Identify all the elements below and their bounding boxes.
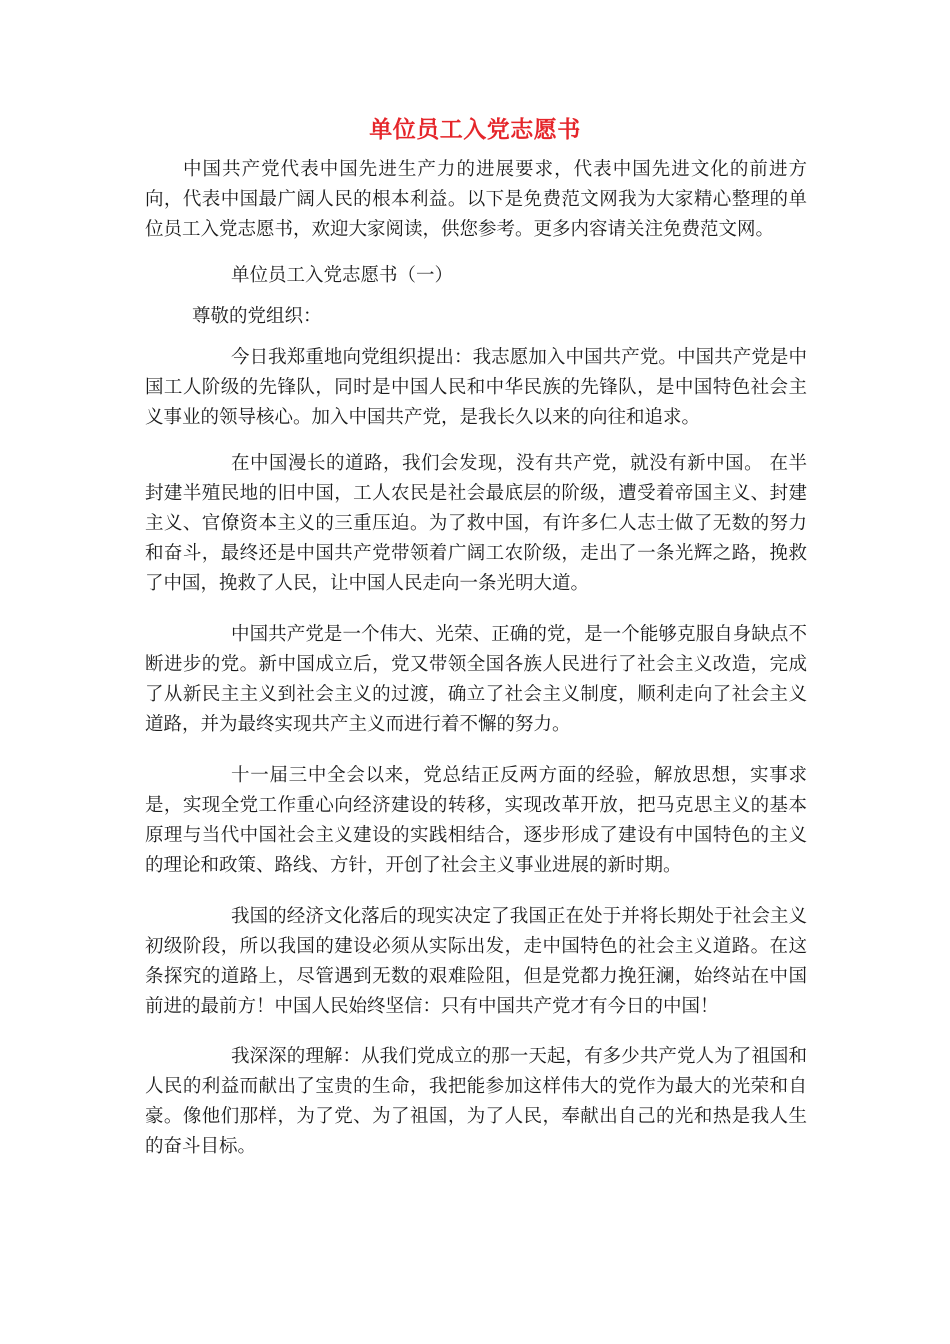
intro-paragraph: 中国共产党代表中国先进生产力的进展要求，代表中国先进文化的前进方向，代表中国最广阔人民的根本利益。以下是免费范文网我为大家精心整理的单位员工入党志愿书，欢迎大家阅读，供您参考。更多内容请关注免费范文网。 [145, 159, 807, 240]
section-heading: 单位员工入党志愿书（一） [231, 265, 454, 286]
document-title: 单位员工入党志愿书 [369, 117, 581, 143]
body-paragraph-3: 中国共产党是一个伟大、光荣、正确的党，是一个能够克服自身缺点不断进步的党。新中国成立后，党又带领全国各族人民进行了社会主义改造，完成了从新民主主义到社会主义的过渡，确立了社会主义制度，顺利走向了社会主义道路，并为最终实现共产主义而进行着不懈的努力。 [145, 624, 807, 735]
body-paragraph-4: 十一届三中全会以来，党总结正反两方面的经验，解放思想，实事求是，实现全党工作重心向经济建设的转移，实现改革开放，把马克思主义的基本原理与当代中国社会主义建设的实践相结合，逐步形成了建设有中国特色的主义的理论和政策、路线、方针，开创了社会主义事业进展的新时期。 [145, 765, 807, 876]
body-paragraph-6: 我深深的理解：从我们党成立的那一天起，有多少共产党人为了祖国和人民的利益而献出了宝贵的生命，我把能参加这样伟大的党作为最大的光荣和自豪。像他们那样，为了党、为了祖国，为了人民，奉献出自己的光和热是我人生的奋斗目标。 [145, 1046, 807, 1157]
salutation: 尊敬的党组织： [192, 306, 322, 327]
body-paragraph-2: 在中国漫长的道路，我们会发现，没有共产党，就没有新中国。 在半封建半殖民地的旧中国，工人农民是社会最底层的阶级，遭受着帝国主义、封建主义、官僚资本主义的三重压迫。为了救中国，有许多仁人志士做了无数的努力和奋斗，最终还是中国共产党带领着广阔工农阶级，走出了一条光辉之路，挽救了中国，挽救了人民，让中国人民走向一条光明大道。 [145, 453, 807, 594]
body-paragraph-1: 今日我郑重地向党组织提出：我志愿加入中国共产党。中国共产党是中国工人阶级的先锋队，同时是中国人民和中华民族的先锋队，是中国特色社会主义事业的领导核心。加入中国共产党，是我长久以来的向往和追求。 [145, 347, 807, 428]
body-paragraph-5: 我国的经济文化落后的现实决定了我国正在处于并将长期处于社会主义初级阶段，所以我国的建设必须从实际出发，走中国特色的社会主义道路。在这条探究的道路上，尽管遇到无数的艰难险阻，但是党都力挽狂澜，始终站在中国前进的最前方！中国人民始终坚信：只有中国共产党才有今日的中国！ [145, 906, 807, 1017]
